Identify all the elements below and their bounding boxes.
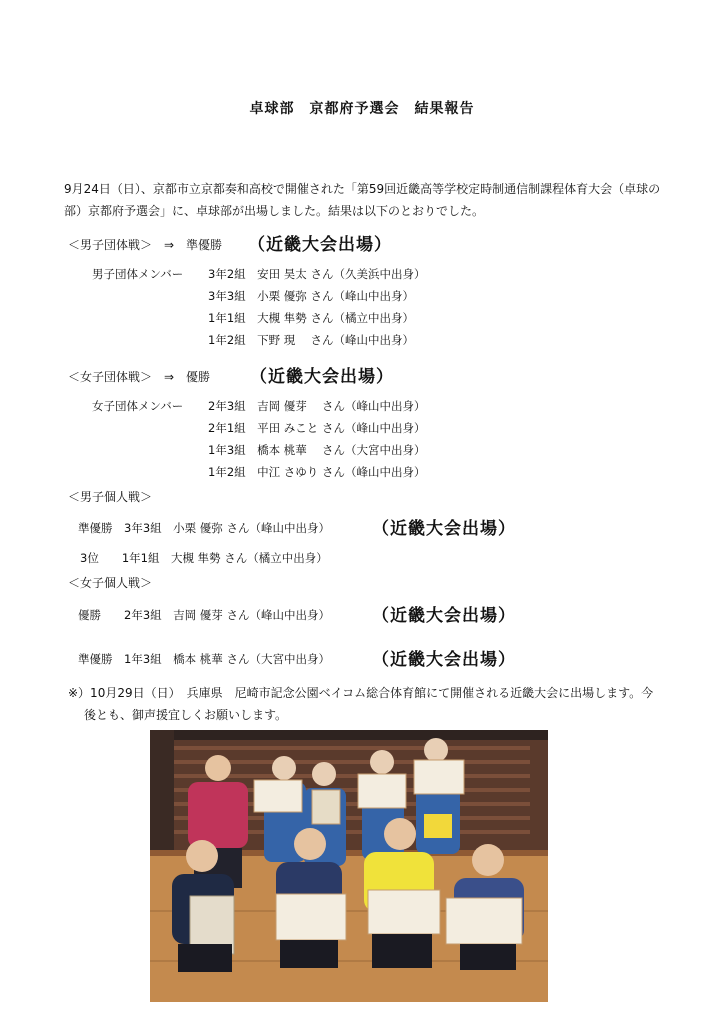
page-title: 卓球部 京都府予選会 結果報告 [249, 101, 475, 117]
girls-individual-heading: ＜女子個人戦＞ [68, 576, 153, 590]
result-row: 優勝 2年3組 吉岡 優芽 さん（峰山中出身） [78, 608, 330, 622]
member-row: 1年3組 橋本 桃華 さん（大宮中出身） [208, 443, 426, 457]
result-row: 準優勝 1年3組 橋本 桃華 さん（大宮中出身） [78, 652, 330, 666]
result-kinki: （近畿大会出場） [372, 650, 516, 670]
intro-paragraph: 9月24日（日）、京都市立京都奏和高校で開催された「第59回近畿高等学校定時制通信制課程体育大会（卓球の部）京都府予選会」に、卓球部が出場しました。結果は以下のとおりでした。 [64, 182, 661, 218]
girls-team-kinki: （近畿大会出場） [250, 367, 394, 387]
member-row: 1年2組 下野 現 さん（峰山中出身） [208, 333, 414, 347]
member-row: 1年1組 大槻 隼勢 さん（橘立中出身） [208, 311, 414, 325]
boys-team-kinki: （近畿大会出場） [248, 235, 392, 255]
result-kinki: （近畿大会出場） [372, 606, 516, 626]
member-row: 3年3組 小栗 優弥 さん（峰山中出身） [208, 289, 414, 303]
boys-individual-heading: ＜男子個人戦＞ [68, 490, 153, 504]
member-row: 2年3組 吉岡 優芽 さん（峰山中出身） [208, 399, 426, 413]
result-row: 3位 1年1組 大槻 隼勢 さん（橘立中出身） [80, 551, 328, 565]
boys-team-members-label: 男子団体メンバー [92, 267, 184, 281]
team-photo [150, 730, 548, 1002]
girls-team-members-label: 女子団体メンバー [92, 399, 184, 413]
note-paragraph: ※）10月29日（日） 兵庫県 尼崎市記念公園ベイコム総合体育館にて開催される近畿大会に出場します。今後とも、御声援宜しくお願いします。 [68, 686, 654, 722]
boys-team-heading: ＜男子団体戦＞ ⇒ 準優勝 [68, 238, 223, 252]
result-row: 準優勝 3年3組 小栗 優弥 さん（峰山中出身） [78, 521, 330, 535]
member-row: 3年2組 安田 昊太 さん（久美浜中出身） [208, 267, 426, 281]
result-kinki: （近畿大会出場） [372, 519, 516, 539]
member-row: 2年1組 平田 みこと さん（峰山中出身） [208, 421, 426, 435]
member-row: 1年2組 中江 さゆり さん（峰山中出身） [208, 465, 426, 479]
girls-team-heading: ＜女子団体戦＞ ⇒ 優勝 [68, 370, 211, 384]
